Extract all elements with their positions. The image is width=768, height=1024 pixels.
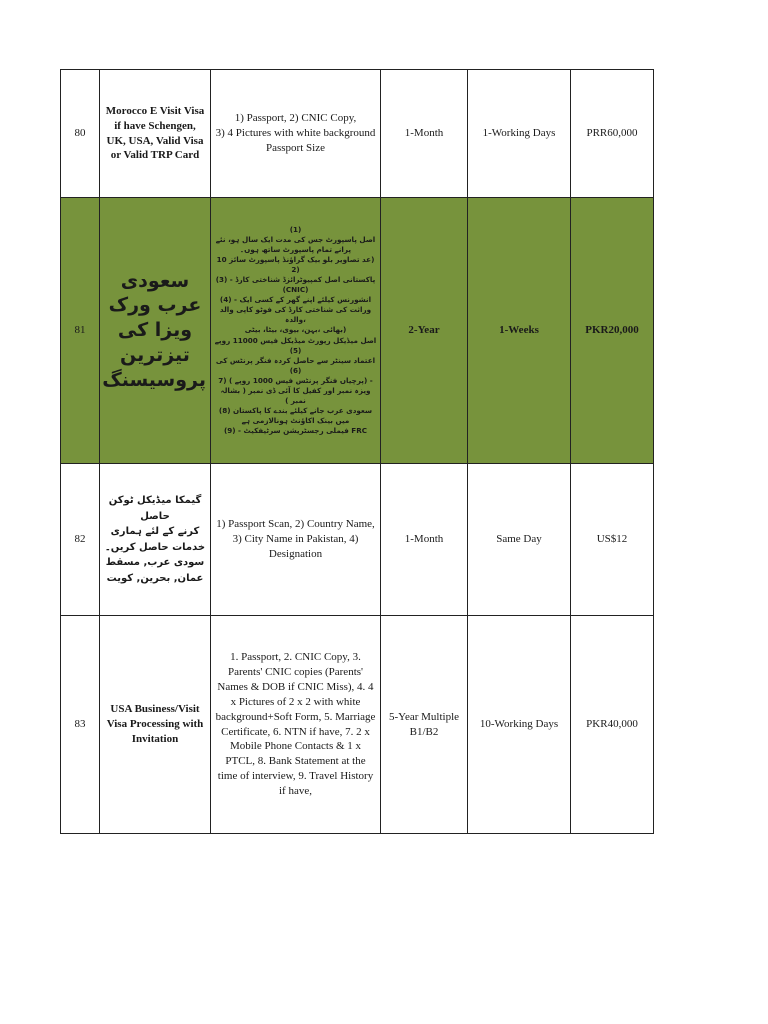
document-line: (CNIC) <box>282 285 309 295</box>
document-line: FRC فیملی رجسٹریشن سرٹیفکیٹ - (9) <box>223 426 368 436</box>
processing-time: 1-Weeks <box>468 198 571 464</box>
row-number: 83 <box>61 616 100 834</box>
document-line: (بھائی ،بہن، بیوی، بیٹا، بیٹی <box>244 325 347 335</box>
service-name: USA Business/Visit Visa Processing with Invitation <box>100 616 211 834</box>
document-line: 3) 4 Pictures with white background Passport Size <box>215 127 376 154</box>
document-line: پاکستانی اصل کمپیوٹرائزڈ شناختی کارڈ - (3) <box>215 275 376 285</box>
row-number: 80 <box>61 70 100 198</box>
document-line: سعودی عرب جانے کیلئے بندے کا پاکستان (8) <box>218 406 373 416</box>
row-number: 81 <box>61 198 100 464</box>
document-line: 1. Passport, 2. CNIC Copy, 3. Parents' CNIC copies (Parents' Names & DOB if CNIC Miss), 4. 4 x Pictures of 2 x 2 with white background+Soft Form, 5. Marriage Certificate, 6. NTN if have, 7. 2 x Mobile Phone Contacts & 1 x PTCL, 8. Bank Statement at the time of interview, 9. Travel History if have, <box>215 651 376 797</box>
document-line: - (پرچیاں فنگر پرنٹس فیس 1000 روپے ) (7 <box>218 375 373 385</box>
fee: PRR60,000 <box>571 70 654 198</box>
document-line: (1) <box>289 224 302 234</box>
document-line: وراثت کی شناختی کارڈ کی فوٹو کاپی والد ،والدہ <box>219 305 372 325</box>
row-number: 82 <box>61 464 100 616</box>
processing-time: 1-Working Days <box>468 70 571 198</box>
service-line: خدمات حاصل کریں۔ <box>104 541 206 553</box>
required-documents <box>211 70 381 198</box>
table-row-80 <box>61 70 654 198</box>
table-row-81 <box>61 198 654 464</box>
required-documents <box>211 616 381 834</box>
document-line: میں بینک اکاؤنٹ ہونالازمی ہے <box>241 416 350 426</box>
fee: US$12 <box>571 464 654 616</box>
document-line: پرانے تمام پاسپورٹ ساتھ ہوں۔ <box>239 244 352 254</box>
document-line: اصل میڈیکل رپورٹ میڈیکل فیس 11000 روپے (5) <box>214 335 377 355</box>
service-name <box>100 464 211 616</box>
visa-duration: 1-Month <box>381 464 468 616</box>
processing-time: 10-Working Days <box>468 616 571 834</box>
service-name: سعودی عرب ورک ویزا کی تیزترین پروسیسنگ <box>100 198 211 464</box>
document-line: 1) Passport Scan, 2) Country Name, 3) City Name in Pakistan, 4) Designation <box>216 518 375 560</box>
document-line: ویزہ نمبر اور کفیل کا آئی ڈی نمبر ( بشالہ نمبر ) <box>220 385 371 405</box>
document-line: (عد تصاویر بلو بیک گراؤنڈ پاسپورٹ سائز 10 (2 <box>216 254 375 274</box>
required-documents <box>211 198 381 464</box>
visa-duration: 1-Month <box>381 70 468 198</box>
visa-services-table <box>60 69 654 834</box>
service-line: کرنے کے لئے ہماری <box>110 526 200 537</box>
document-line: انشورنس کیلئے اپنے گھر کے کسی ایک - (4) <box>219 295 372 305</box>
document-line: 1) Passport, 2) CNIC Copy, <box>234 112 357 125</box>
fee: PKR40,000 <box>571 616 654 834</box>
service-line: سودی عرب, مسقط <box>105 557 205 568</box>
visa-duration: 5-Year Multiple B1/B2 <box>381 616 468 834</box>
processing-time: Same Day <box>468 464 571 616</box>
document-line: اصل پاسپورٹ جس کی مدت ایک سال ہو، نئے <box>215 234 376 244</box>
table-row-83 <box>61 616 654 834</box>
service-name: Morocco E Visit Visa if have Schengen, UK, USA, Valid Visa or Valid TRP Card <box>100 70 211 198</box>
service-line: عمان, بحرین, کویت <box>106 572 204 584</box>
service-line: گیمکا میڈیکل ٹوکن حاصل <box>108 495 202 522</box>
table-row-82 <box>61 464 654 616</box>
fee: PKR20,000 <box>571 198 654 464</box>
document-line: اعتماد سینٹر سے حاصل کردہ فنگر پرنٹس کی (6) <box>215 355 376 375</box>
visa-duration: 2-Year <box>381 198 468 464</box>
required-documents <box>211 464 381 616</box>
